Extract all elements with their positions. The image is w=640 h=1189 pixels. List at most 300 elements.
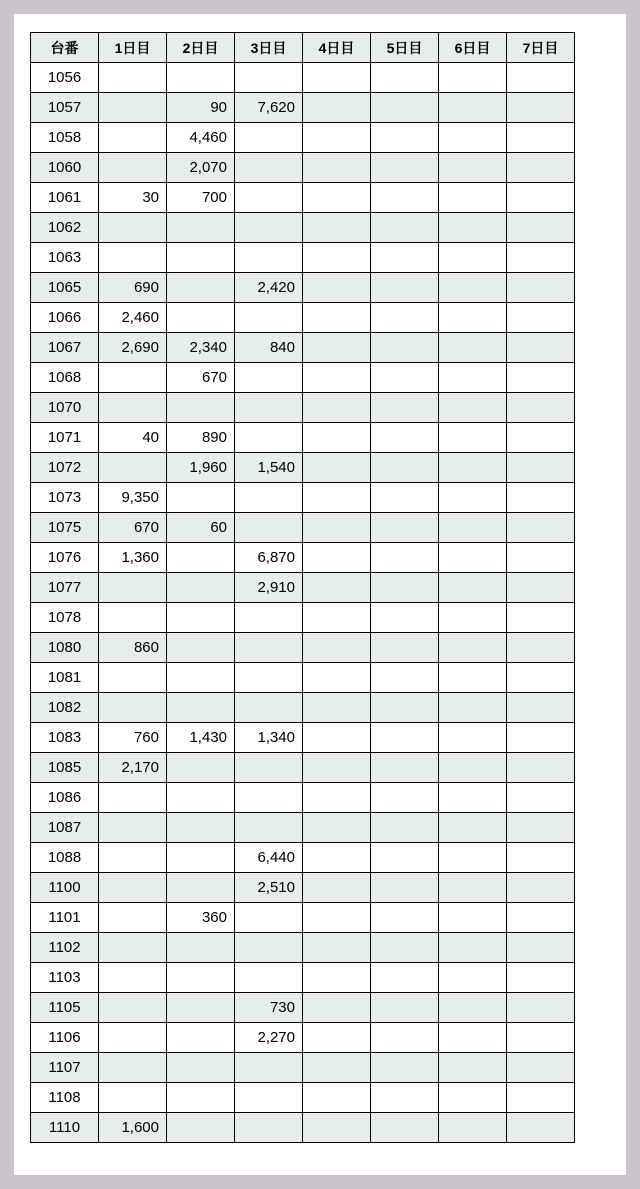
cell-day-6-value xyxy=(439,663,507,693)
cell-day-4-value xyxy=(303,1053,371,1083)
cell-day-5-value xyxy=(371,153,439,183)
cell-day-6-value xyxy=(439,873,507,903)
cell-day-7-value xyxy=(507,393,575,423)
cell-day-3-value: 2,270 xyxy=(235,1023,303,1053)
cell-machine-number: 1087 xyxy=(31,813,99,843)
cell-day-4-value xyxy=(303,453,371,483)
cell-day-2-value xyxy=(167,1053,235,1083)
cell-day-3-value: 2,420 xyxy=(235,273,303,303)
cell-day-5-value xyxy=(371,423,439,453)
cell-day-1-value: 1,360 xyxy=(99,543,167,573)
cell-day-6-value xyxy=(439,783,507,813)
cell-machine-number: 1071 xyxy=(31,423,99,453)
cell-day-5-value xyxy=(371,333,439,363)
cell-day-6-value xyxy=(439,273,507,303)
cell-day-7-value xyxy=(507,573,575,603)
table-row xyxy=(31,963,575,993)
cell-machine-number: 1073 xyxy=(31,483,99,513)
cell-day-3-value xyxy=(235,363,303,393)
cell-day-7-value xyxy=(507,933,575,963)
cell-day-6-value xyxy=(439,633,507,663)
cell-day-1-value xyxy=(99,153,167,183)
cell-day-7-value xyxy=(507,723,575,753)
cell-day-4-value xyxy=(303,873,371,903)
table-row xyxy=(31,333,575,363)
cell-machine-number: 1066 xyxy=(31,303,99,333)
cell-day-1-value xyxy=(99,63,167,93)
cell-day-3-value xyxy=(235,303,303,333)
cell-day-6-value xyxy=(439,213,507,243)
cell-day-4-value xyxy=(303,483,371,513)
cell-day-7-value xyxy=(507,123,575,153)
cell-day-1-value xyxy=(99,1083,167,1113)
column-header-day-3: 3日目 xyxy=(235,33,303,63)
table-header-row xyxy=(31,33,575,63)
cell-day-5-value xyxy=(371,663,439,693)
cell-day-3-value: 6,440 xyxy=(235,843,303,873)
cell-day-3-value: 6,870 xyxy=(235,543,303,573)
cell-day-4-value xyxy=(303,663,371,693)
cell-day-3-value xyxy=(235,483,303,513)
cell-day-3-value xyxy=(235,213,303,243)
cell-day-7-value xyxy=(507,603,575,633)
cell-day-5-value xyxy=(371,843,439,873)
cell-machine-number: 1057 xyxy=(31,93,99,123)
cell-day-2-value xyxy=(167,1113,235,1143)
cell-day-2-value xyxy=(167,783,235,813)
cell-day-7-value xyxy=(507,243,575,273)
cell-day-2-value xyxy=(167,1083,235,1113)
cell-day-1-value: 40 xyxy=(99,423,167,453)
cell-day-4-value xyxy=(303,363,371,393)
cell-day-5-value xyxy=(371,513,439,543)
cell-day-4-value xyxy=(303,213,371,243)
cell-day-4-value xyxy=(303,753,371,783)
table-row xyxy=(31,1113,575,1143)
cell-day-1-value: 1,600 xyxy=(99,1113,167,1143)
cell-day-2-value xyxy=(167,483,235,513)
cell-machine-number: 1081 xyxy=(31,663,99,693)
cell-day-5-value xyxy=(371,93,439,123)
cell-day-5-value xyxy=(371,183,439,213)
cell-day-6-value xyxy=(439,93,507,123)
cell-day-7-value xyxy=(507,423,575,453)
cell-day-6-value xyxy=(439,123,507,153)
table-row xyxy=(31,183,575,213)
cell-machine-number: 1107 xyxy=(31,1053,99,1083)
cell-machine-number: 1068 xyxy=(31,363,99,393)
cell-day-7-value xyxy=(507,843,575,873)
cell-day-4-value xyxy=(303,153,371,183)
cell-day-6-value xyxy=(439,903,507,933)
cell-day-1-value xyxy=(99,843,167,873)
cell-day-5-value xyxy=(371,963,439,993)
cell-day-3-value: 1,540 xyxy=(235,453,303,483)
cell-day-1-value: 30 xyxy=(99,183,167,213)
cell-day-1-value xyxy=(99,873,167,903)
cell-day-2-value: 2,070 xyxy=(167,153,235,183)
cell-day-6-value xyxy=(439,963,507,993)
cell-day-5-value xyxy=(371,483,439,513)
cell-day-7-value xyxy=(507,753,575,783)
cell-day-4-value xyxy=(303,303,371,333)
table-row xyxy=(31,1023,575,1053)
cell-day-4-value xyxy=(303,63,371,93)
cell-machine-number: 1058 xyxy=(31,123,99,153)
table-row xyxy=(31,813,575,843)
cell-day-7-value xyxy=(507,873,575,903)
cell-day-3-value xyxy=(235,423,303,453)
table-row xyxy=(31,513,575,543)
cell-day-6-value xyxy=(439,573,507,603)
cell-day-1-value xyxy=(99,603,167,633)
table-row xyxy=(31,63,575,93)
cell-machine-number: 1077 xyxy=(31,573,99,603)
cell-day-3-value xyxy=(235,963,303,993)
cell-machine-number: 1060 xyxy=(31,153,99,183)
table-body xyxy=(31,63,575,1143)
table-row xyxy=(31,1083,575,1113)
cell-day-4-value xyxy=(303,123,371,153)
cell-day-2-value xyxy=(167,243,235,273)
cell-day-1-value: 2,690 xyxy=(99,333,167,363)
table-row xyxy=(31,483,575,513)
cell-day-6-value xyxy=(439,543,507,573)
cell-day-3-value xyxy=(235,183,303,213)
cell-day-6-value xyxy=(439,303,507,333)
cell-day-2-value: 890 xyxy=(167,423,235,453)
cell-day-3-value: 1,340 xyxy=(235,723,303,753)
cell-day-6-value xyxy=(439,1053,507,1083)
cell-day-2-value: 360 xyxy=(167,903,235,933)
cell-machine-number: 1108 xyxy=(31,1083,99,1113)
cell-day-2-value: 700 xyxy=(167,183,235,213)
cell-day-6-value xyxy=(439,1113,507,1143)
cell-machine-number: 1103 xyxy=(31,963,99,993)
cell-day-5-value xyxy=(371,1023,439,1053)
cell-day-6-value xyxy=(439,723,507,753)
column-header-day-4: 4日目 xyxy=(303,33,371,63)
cell-day-3-value: 840 xyxy=(235,333,303,363)
cell-day-7-value xyxy=(507,183,575,213)
cell-day-4-value xyxy=(303,573,371,603)
cell-machine-number: 1101 xyxy=(31,903,99,933)
cell-day-4-value xyxy=(303,1083,371,1113)
cell-day-3-value: 730 xyxy=(235,993,303,1023)
cell-day-4-value xyxy=(303,393,371,423)
cell-day-7-value xyxy=(507,153,575,183)
table-row xyxy=(31,933,575,963)
cell-day-6-value xyxy=(439,603,507,633)
table-row xyxy=(31,663,575,693)
table-row xyxy=(31,243,575,273)
cell-day-7-value xyxy=(507,1083,575,1113)
cell-day-1-value xyxy=(99,363,167,393)
machine-payout-table xyxy=(30,32,575,1143)
machine-payout-table-container xyxy=(30,32,575,1143)
cell-day-1-value: 670 xyxy=(99,513,167,543)
cell-day-4-value xyxy=(303,993,371,1023)
cell-day-5-value xyxy=(371,933,439,963)
cell-day-1-value xyxy=(99,1053,167,1083)
cell-day-2-value: 670 xyxy=(167,363,235,393)
cell-day-6-value xyxy=(439,333,507,363)
cell-machine-number: 1110 xyxy=(31,1113,99,1143)
cell-day-5-value xyxy=(371,903,439,933)
cell-day-6-value xyxy=(439,693,507,723)
cell-day-3-value xyxy=(235,933,303,963)
cell-day-1-value: 690 xyxy=(99,273,167,303)
cell-day-3-value xyxy=(235,243,303,273)
cell-machine-number: 1082 xyxy=(31,693,99,723)
cell-day-5-value xyxy=(371,813,439,843)
cell-day-2-value: 60 xyxy=(167,513,235,543)
cell-day-3-value xyxy=(235,1053,303,1083)
cell-day-7-value xyxy=(507,963,575,993)
cell-day-1-value xyxy=(99,243,167,273)
cell-day-7-value xyxy=(507,273,575,303)
cell-day-2-value: 90 xyxy=(167,93,235,123)
column-header-day-6: 6日目 xyxy=(439,33,507,63)
cell-day-5-value xyxy=(371,573,439,603)
cell-day-2-value xyxy=(167,753,235,783)
table-row xyxy=(31,213,575,243)
cell-day-3-value xyxy=(235,663,303,693)
cell-day-4-value xyxy=(303,723,371,753)
cell-day-2-value xyxy=(167,63,235,93)
column-header-day-1: 1日目 xyxy=(99,33,167,63)
cell-day-2-value xyxy=(167,273,235,303)
cell-day-3-value xyxy=(235,63,303,93)
cell-day-5-value xyxy=(371,363,439,393)
table-header xyxy=(31,33,575,63)
cell-day-1-value xyxy=(99,213,167,243)
cell-day-1-value xyxy=(99,903,167,933)
cell-day-7-value xyxy=(507,303,575,333)
cell-day-2-value xyxy=(167,873,235,903)
cell-day-4-value xyxy=(303,333,371,363)
cell-machine-number: 1083 xyxy=(31,723,99,753)
cell-day-4-value xyxy=(303,603,371,633)
cell-day-1-value xyxy=(99,783,167,813)
cell-day-6-value xyxy=(439,423,507,453)
cell-day-7-value xyxy=(507,483,575,513)
cell-day-6-value xyxy=(439,753,507,783)
cell-day-6-value xyxy=(439,513,507,543)
table-row xyxy=(31,573,575,603)
table-row xyxy=(31,783,575,813)
cell-machine-number: 1070 xyxy=(31,393,99,423)
cell-day-4-value xyxy=(303,933,371,963)
cell-day-7-value xyxy=(507,93,575,123)
cell-day-5-value xyxy=(371,453,439,483)
cell-day-1-value xyxy=(99,693,167,723)
cell-day-7-value xyxy=(507,213,575,243)
cell-machine-number: 1106 xyxy=(31,1023,99,1053)
cell-machine-number: 1100 xyxy=(31,873,99,903)
cell-machine-number: 1061 xyxy=(31,183,99,213)
column-header-day-2: 2日目 xyxy=(167,33,235,63)
table-row xyxy=(31,633,575,663)
cell-day-1-value xyxy=(99,393,167,423)
table-row xyxy=(31,693,575,723)
cell-day-4-value xyxy=(303,843,371,873)
cell-day-3-value: 2,910 xyxy=(235,573,303,603)
cell-day-3-value xyxy=(235,753,303,783)
cell-machine-number: 1086 xyxy=(31,783,99,813)
table-row xyxy=(31,453,575,483)
cell-machine-number: 1072 xyxy=(31,453,99,483)
cell-day-3-value: 7,620 xyxy=(235,93,303,123)
cell-day-2-value: 2,340 xyxy=(167,333,235,363)
cell-day-2-value xyxy=(167,813,235,843)
table-row xyxy=(31,123,575,153)
cell-day-4-value xyxy=(303,543,371,573)
cell-day-3-value xyxy=(235,633,303,663)
cell-day-5-value xyxy=(371,123,439,153)
cell-day-1-value xyxy=(99,933,167,963)
cell-day-2-value xyxy=(167,393,235,423)
cell-machine-number: 1056 xyxy=(31,63,99,93)
cell-day-5-value xyxy=(371,1113,439,1143)
cell-machine-number: 1075 xyxy=(31,513,99,543)
table-row xyxy=(31,603,575,633)
cell-day-4-value xyxy=(303,1023,371,1053)
cell-machine-number: 1076 xyxy=(31,543,99,573)
cell-day-5-value xyxy=(371,303,439,333)
cell-day-1-value xyxy=(99,963,167,993)
table-row xyxy=(31,753,575,783)
column-header-day-7: 7日目 xyxy=(507,33,575,63)
cell-day-1-value xyxy=(99,573,167,603)
cell-machine-number: 1078 xyxy=(31,603,99,633)
cell-day-5-value xyxy=(371,783,439,813)
table-row xyxy=(31,843,575,873)
cell-day-7-value xyxy=(507,993,575,1023)
cell-day-5-value xyxy=(371,543,439,573)
cell-day-1-value xyxy=(99,1023,167,1053)
cell-day-3-value: 2,510 xyxy=(235,873,303,903)
column-header-day-5: 5日目 xyxy=(371,33,439,63)
cell-day-7-value xyxy=(507,813,575,843)
cell-day-5-value xyxy=(371,873,439,903)
cell-day-3-value xyxy=(235,393,303,423)
cell-machine-number: 1102 xyxy=(31,933,99,963)
cell-day-6-value xyxy=(439,843,507,873)
cell-day-7-value xyxy=(507,1023,575,1053)
cell-day-6-value xyxy=(439,933,507,963)
cell-day-2-value xyxy=(167,843,235,873)
cell-day-6-value xyxy=(439,1023,507,1053)
cell-day-6-value xyxy=(439,813,507,843)
table-row xyxy=(31,543,575,573)
cell-day-5-value xyxy=(371,1083,439,1113)
cell-day-7-value xyxy=(507,63,575,93)
cell-day-2-value xyxy=(167,933,235,963)
cell-day-2-value xyxy=(167,663,235,693)
cell-day-4-value xyxy=(303,813,371,843)
table-row xyxy=(31,303,575,333)
cell-day-4-value xyxy=(303,273,371,303)
cell-day-2-value xyxy=(167,693,235,723)
cell-day-2-value xyxy=(167,993,235,1023)
cell-day-4-value xyxy=(303,93,371,123)
cell-day-3-value xyxy=(235,693,303,723)
cell-day-3-value xyxy=(235,513,303,543)
cell-day-6-value xyxy=(439,63,507,93)
cell-machine-number: 1067 xyxy=(31,333,99,363)
cell-day-1-value: 860 xyxy=(99,633,167,663)
cell-day-7-value xyxy=(507,543,575,573)
cell-day-2-value: 4,460 xyxy=(167,123,235,153)
table-row xyxy=(31,363,575,393)
cell-machine-number: 1105 xyxy=(31,993,99,1023)
cell-day-5-value xyxy=(371,993,439,1023)
cell-day-7-value xyxy=(507,903,575,933)
cell-day-3-value xyxy=(235,1083,303,1113)
cell-day-3-value xyxy=(235,783,303,813)
cell-day-3-value xyxy=(235,1113,303,1143)
cell-machine-number: 1062 xyxy=(31,213,99,243)
cell-day-6-value xyxy=(439,453,507,483)
cell-day-2-value: 1,430 xyxy=(167,723,235,753)
cell-day-3-value xyxy=(235,903,303,933)
cell-day-6-value xyxy=(439,153,507,183)
cell-day-7-value xyxy=(507,453,575,483)
cell-machine-number: 1085 xyxy=(31,753,99,783)
table-row xyxy=(31,153,575,183)
cell-day-6-value xyxy=(439,1083,507,1113)
table-row xyxy=(31,903,575,933)
cell-day-5-value xyxy=(371,213,439,243)
document-page xyxy=(14,14,626,1175)
cell-day-4-value xyxy=(303,1113,371,1143)
cell-day-2-value xyxy=(167,543,235,573)
cell-day-6-value xyxy=(439,483,507,513)
cell-day-2-value xyxy=(167,1023,235,1053)
cell-day-7-value xyxy=(507,693,575,723)
cell-day-4-value xyxy=(303,783,371,813)
cell-day-2-value: 1,960 xyxy=(167,453,235,483)
table-row xyxy=(31,423,575,453)
cell-day-6-value xyxy=(439,363,507,393)
cell-day-5-value xyxy=(371,753,439,783)
cell-day-6-value xyxy=(439,243,507,273)
cell-day-7-value xyxy=(507,633,575,663)
cell-day-2-value xyxy=(167,303,235,333)
cell-day-1-value xyxy=(99,123,167,153)
cell-day-4-value xyxy=(303,963,371,993)
cell-day-1-value: 760 xyxy=(99,723,167,753)
column-header-machine-number: 台番 xyxy=(31,33,99,63)
cell-day-2-value xyxy=(167,213,235,243)
cell-day-7-value xyxy=(507,363,575,393)
cell-day-4-value xyxy=(303,243,371,273)
cell-day-3-value xyxy=(235,123,303,153)
cell-day-2-value xyxy=(167,633,235,663)
cell-day-4-value xyxy=(303,423,371,453)
cell-day-5-value xyxy=(371,393,439,423)
cell-day-1-value xyxy=(99,93,167,123)
cell-day-4-value xyxy=(303,633,371,663)
cell-day-1-value xyxy=(99,663,167,693)
table-row xyxy=(31,273,575,303)
cell-day-4-value xyxy=(303,693,371,723)
cell-day-5-value xyxy=(371,273,439,303)
cell-day-7-value xyxy=(507,333,575,363)
table-row xyxy=(31,393,575,423)
cell-day-6-value xyxy=(439,183,507,213)
